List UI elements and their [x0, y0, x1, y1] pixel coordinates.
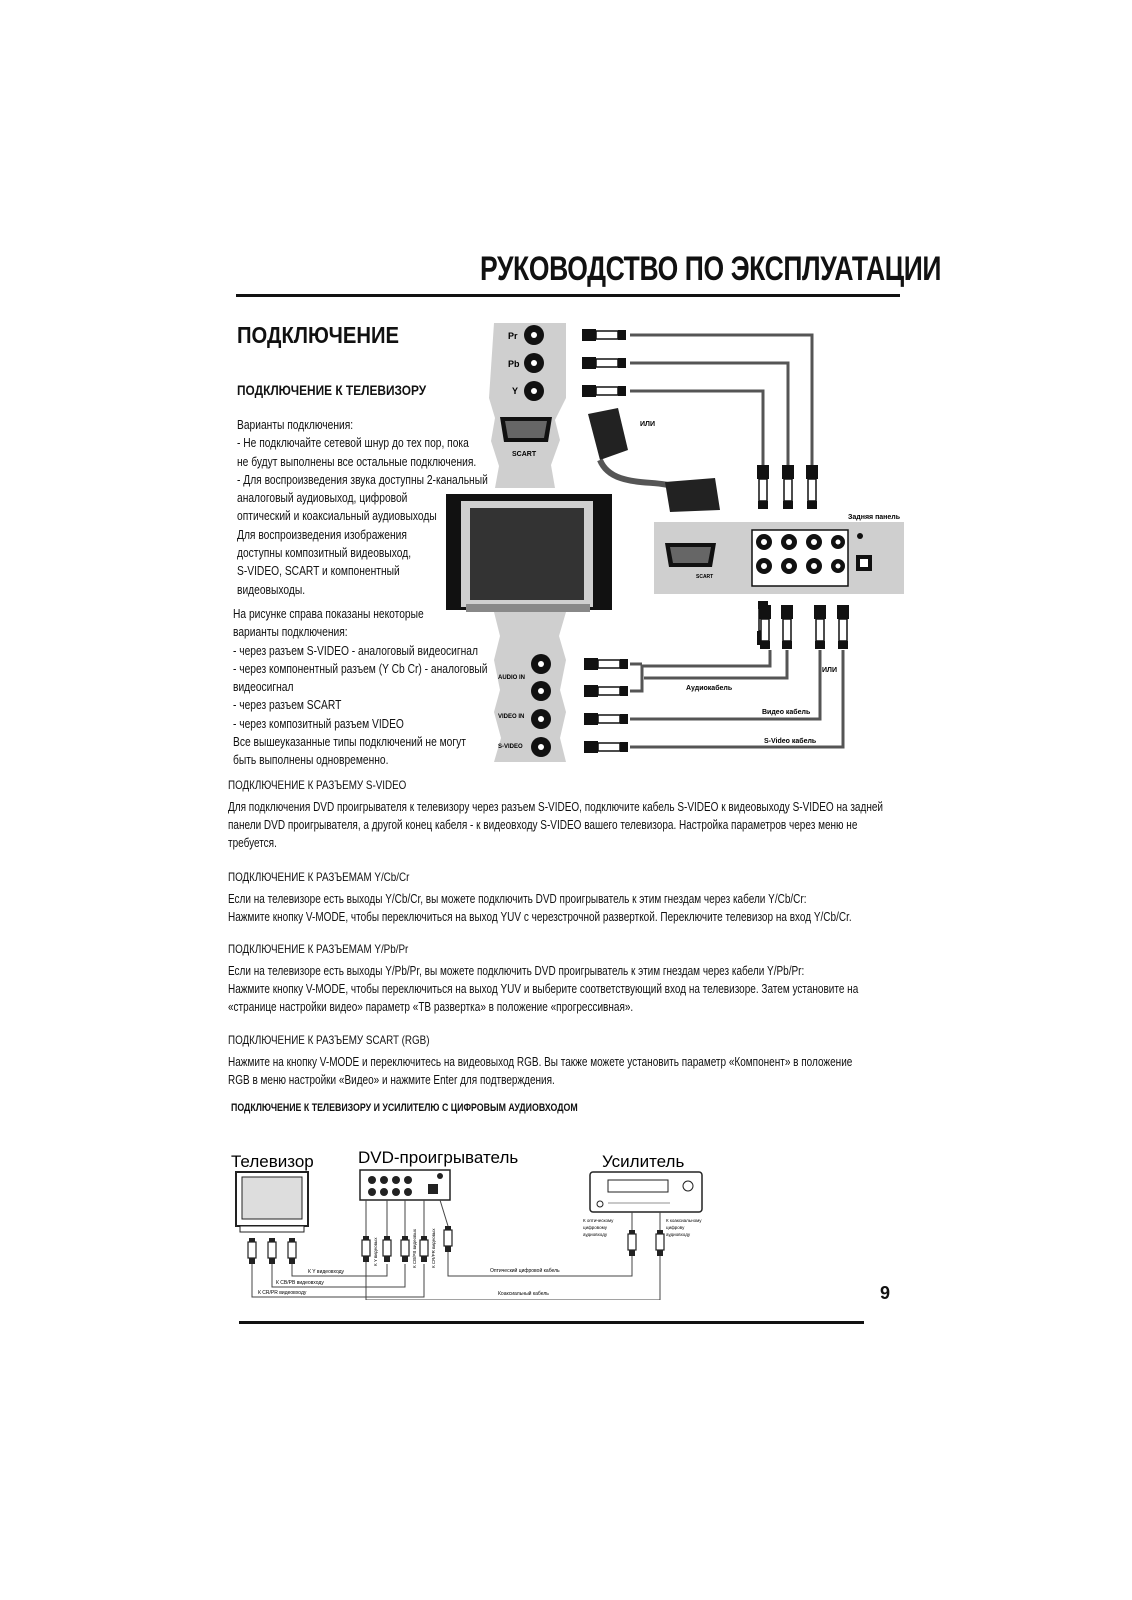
header-rule — [236, 294, 900, 297]
section-line: Если на телевизоре есть выходы Y/Pb/Pr, вы можете подключить DVD проигрыватель к этим гнездам через кабели Y/Pb/Pr: — [228, 964, 805, 978]
optical-in-label-3: аудиовходу — [583, 1232, 608, 1237]
dvd-scart-label: SCART — [696, 574, 714, 580]
intro-line: доступны композитный видеовыход, — [237, 546, 412, 561]
rear-panel-label: Задняя панель — [848, 514, 901, 521]
section-scart — [228, 1033, 1008, 1089]
intro-line: оптический и коаксиальный аудиовыходы — [237, 509, 437, 524]
variants-line: видеосигнал — [233, 680, 294, 695]
video-in-label: VIDEO IN — [498, 714, 525, 720]
or-label-mid: ИЛИ — [822, 667, 837, 674]
section-title: ПОДКЛЮЧЕНИЕ — [237, 322, 400, 348]
section-heading: ПОДКЛЮЧЕНИЕ К РАЗЪЕМАМ Y/Cb/Cr — [228, 870, 410, 884]
optical-cable-label: Оптический цифровой кабель — [490, 1268, 560, 1274]
port-y-label: Y — [512, 386, 519, 396]
variants-line: - через композитный разъем VIDEO — [233, 716, 404, 731]
section-line: RGB в меню настройки «Видео» и нажмите Enter для подтверждения. — [228, 1073, 555, 1087]
s-video-in-label: S-VIDEO — [498, 744, 523, 750]
intro-line: Варианты подключения: — [237, 418, 354, 432]
tv-label: Телевизор — [231, 1152, 314, 1171]
intro-line: S-VIDEO, SCART и компонентный — [237, 564, 400, 579]
section-line: Нажмите кнопку V-MODE, чтобы переключиться на выход YUV и выберите соответствующий вход на телевизоре. Затем установите на — [228, 982, 859, 996]
tv-input-panel-top — [489, 323, 566, 488]
video-cable-label: Видео кабель — [762, 709, 811, 716]
or-label-top: ИЛИ — [640, 421, 655, 428]
intro-line: аналоговый аудиовыход, цифровой — [237, 491, 408, 506]
intro-line: Для воспроизведения изображения — [237, 527, 407, 542]
section-line: «странице настройки видео» параметр «ТВ развертка» в положение «прогрессивная». — [228, 1000, 634, 1014]
optical-in-label-2: цифровому — [583, 1225, 608, 1230]
variants-line: варианты подключения: — [233, 625, 348, 640]
coax-in-label-2: цифрову — [666, 1225, 685, 1230]
section-heading: ПОДКЛЮЧЕНИЕ К РАЗЪЕМАМ Y/Pb/Pr — [228, 942, 409, 956]
section-ycbcr — [228, 870, 1008, 926]
to-cb-input-label: К CB/PB видеовходу — [276, 1280, 324, 1286]
tv-scart-label: SCART — [512, 451, 537, 458]
section-line: Для подключения DVD проигрывателя к телевизору через разъем S-VIDEO, подключите кабель S-VIDEO к видеовыходу S-VIDEO на задней — [228, 800, 883, 814]
section-line: Если на телевизоре есть выходы Y/Cb/Cr, вы можете подключить DVD проигрыватель к этим гнездам через кабели Y/Cb/Cr: — [228, 892, 807, 906]
variants-line: - через разъем S-VIDEO - аналоговый видеосигнал — [233, 643, 478, 658]
section-line: требуется. — [228, 836, 277, 850]
intro-line: - Не подключайте сетевой шнур до тех пор, пока — [237, 436, 469, 451]
audio-cable-label: Аудиокабель — [686, 685, 733, 692]
page-header-title: РУКОВОДСТВО ПО ЭКСПЛУАТАЦИИ — [480, 250, 942, 288]
scart-plug-dvd — [665, 478, 720, 512]
svideo-cable-label: S-Video кабель — [764, 738, 817, 745]
dvd-player-label: DVD-проигрыватель — [358, 1148, 519, 1167]
section-heading: ПОДКЛЮЧЕНИЕ К РАЗЪЕМУ S-VIDEO — [228, 778, 407, 792]
cb-video-out-label: К CB/PB видеовых — [412, 1228, 417, 1268]
port-pr-label: Pr — [508, 331, 518, 341]
to-y-input-label: К Y видеовходу — [308, 1269, 345, 1275]
section-heading: ПОДКЛЮЧЕНИЕ К РАЗЪЕМУ SCART (RGB) — [228, 1033, 430, 1047]
intro-line: видеовыходы. — [237, 582, 306, 597]
section-ypbpr — [228, 942, 1016, 1016]
scart-plug-tv — [588, 408, 628, 460]
section-line: Нажмите кнопку V-MODE, чтобы переключиться на выход YUV с черезстрочной разверткой. Переключите телевизор на вход Y/Cb/Cr. — [228, 910, 852, 924]
coax-cable-label: Коаксиальный кабель — [498, 1291, 549, 1297]
port-pb-label: Pb — [508, 359, 520, 369]
coax-in-label-3: аудиовходу — [666, 1232, 691, 1237]
y-video-out-label: К Y видеовых — [373, 1237, 378, 1266]
variants-line: Все вышеуказанные типы подключений не могут — [233, 735, 466, 750]
amplifier-label: Усилитель — [602, 1152, 685, 1171]
amplifier-connection-diagram — [228, 1140, 728, 1300]
amplifier-section-heading: ПОДКЛЮЧЕНИЕ К ТЕЛЕВИЗОРУ И УСИЛИТЕЛЮ С ЦИФРОВЫМ АУДИОВХОДОМ — [231, 1102, 578, 1114]
footer-rule — [239, 1321, 864, 1324]
optical-in-label-1: К оптическому — [583, 1218, 614, 1223]
variants-line: - через компонентный разъем (Y Cb Cr) - аналоговый — [233, 661, 488, 676]
intro-line: - Для воспроизведения звука доступны 2-канальный — [237, 472, 488, 487]
section-line: панели DVD проигрывателя, а другой конец кабеля - к видеовходу S-VIDEO вашего телевизора. Настройка параметров через меню не — [228, 818, 858, 832]
variants-line: - через разъем SCART — [233, 698, 342, 713]
section-s-video — [228, 778, 1047, 852]
tv-connection-diagram — [440, 318, 910, 768]
cr-video-out-label: К CR/PR видеовых — [431, 1228, 436, 1268]
variants-line: На рисунке справа показаны некоторые — [233, 607, 424, 621]
tv-screen — [470, 508, 584, 600]
section-line: Нажмите на кнопку V-MODE и переключитесь на видеовыход RGB. Вы также можете установить параметр «Компонент» в положение — [228, 1055, 853, 1069]
page-number: 9 — [880, 1283, 891, 1303]
subsection-title: ПОДКЛЮЧЕНИЕ К ТЕЛЕВИЗОРУ — [237, 383, 427, 398]
to-cr-input-label: К CR/PR видеовходу — [258, 1290, 307, 1296]
audio-in-label: AUDIO IN — [498, 675, 525, 681]
intro-line: не будут выполнены все остальные подключения. — [237, 454, 477, 469]
coax-in-label-1: К коаксиальному — [666, 1218, 702, 1223]
variants-line: быть выполнены одновременно. — [233, 753, 389, 768]
tv-input-panel-bottom — [494, 612, 566, 762]
